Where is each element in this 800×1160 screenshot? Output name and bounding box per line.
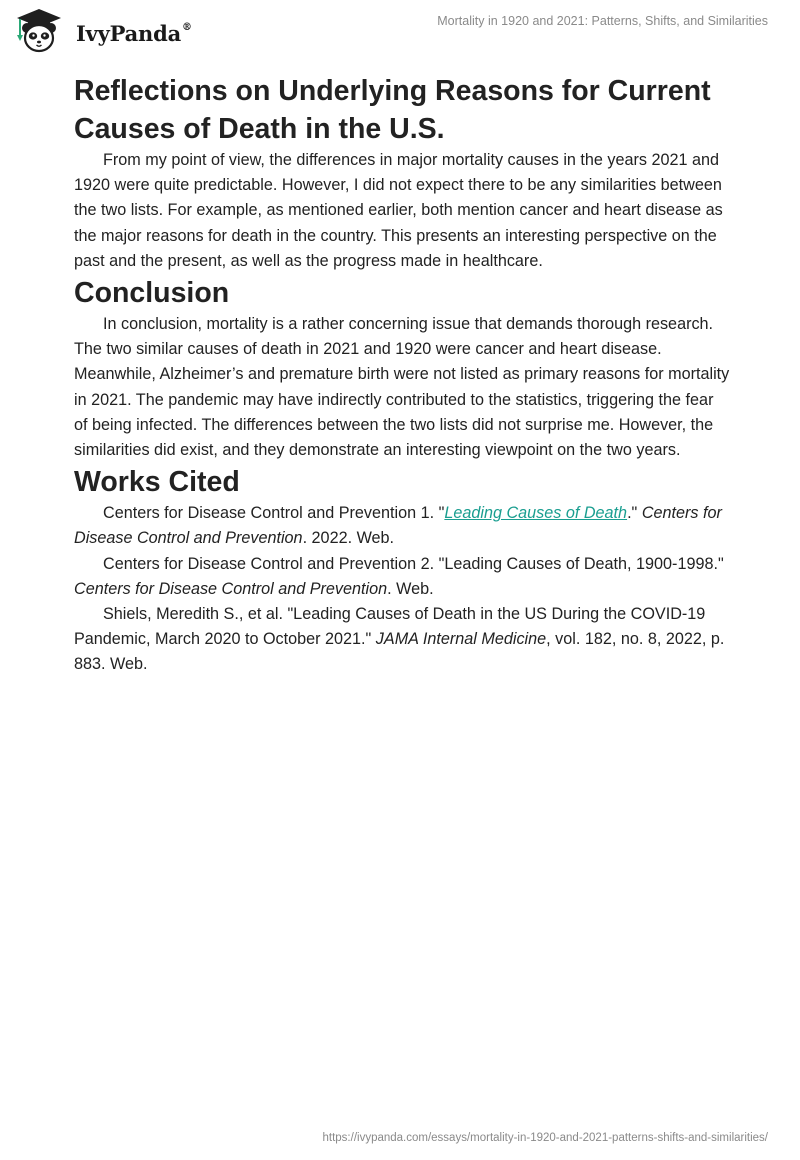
ivypanda-logo[interactable] <box>14 8 204 54</box>
citation-shiels: Shiels, Meredith S., et al. "Leading Causes of Death in the US During the COVID-19 Pandemic, March 2020 to October 2021." JAMA Internal Medicine, vol. 182, no. 8, 2022, p. 883. Web. <box>74 605 725 674</box>
logo-text: IvyPanda® <box>76 21 192 46</box>
conclusion-paragraph: In conclusion, mortality is a rather concerning issue that demands thorough research. The two similar causes of death in 2021 and 1920 were cancer and heart disease. Meanwhile, Alzheimer’s and premature birth were not listed as primary reasons for mortality in 2021. The pandemic may have indirectly contributed to the statistics, triggering the fear of being infected. The differences between the two lists did not surprise me. However, the similarities did exist, and they demonstrate an interesting viewpoint on the two years. <box>74 315 730 460</box>
conclusion-heading: Conclusion <box>74 277 230 310</box>
running-title: Mortality in 1920 and 2021: Patterns, Shifts, and Similarities <box>437 14 768 28</box>
citation-cdc-1: Centers for Disease Control and Prevention 1. "Leading Causes of Death." Centers for Disease Control and Prevention. 2022. Web. <box>74 504 722 548</box>
footer-url[interactable]: https://ivypanda.com/essays/mortality-in-1920-and-2021-patterns-shifts-and-similarities/ <box>322 1132 768 1144</box>
reflections-heading: Reflections on Underlying Reasons for Current Causes of Death in the U.S. <box>74 75 711 145</box>
reflections-paragraph: From my point of view, the differences in major mortality causes in the years 2021 and 1920 were quite predictable. However, I did not expect there to be any similarities between the two lists. For example, as mentioned earlier, both mention cancer and heart disease as the major reasons for death in the country. This presents an interesting perspective on the past and the present, as well as the progress made in healthcare. <box>74 151 723 270</box>
essay-content <box>74 72 730 678</box>
panda-graduate-icon <box>14 8 64 54</box>
page-header <box>0 0 800 60</box>
works-cited-heading: Works Cited <box>74 466 240 499</box>
citation-link-leading-causes[interactable]: Leading Causes of Death <box>444 504 628 523</box>
citation-cdc-2: Centers for Disease Control and Prevention 2. "Leading Causes of Death, 1900-1998." Centers for Disease Control and Prevention. Web. <box>74 554 724 598</box>
